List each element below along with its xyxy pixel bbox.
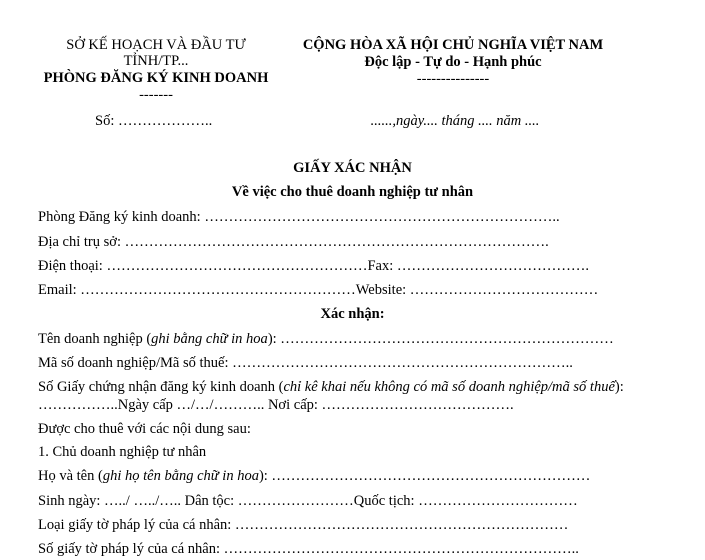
owner-fullname-dots: ): ………………………………………………………… [258,468,591,484]
owner-fullname-field [38,468,590,485]
lease-intro: Được cho thuê với các nội dung sau: [38,421,251,437]
office-address-field: Địa chỉ trụ sở: ……………………………………………………………………………. [38,234,549,250]
header-left-divider: ------- [139,87,173,103]
owner-birth-field: Sinh ngày: …../ …../….. Dân tộc: ……………………Quốc tịch: …………………………… [38,493,578,509]
header-motto: Độc lập - Tự do - Hạnh phúc [364,54,542,70]
document-title: GIẤY XÁC NHẬN [293,160,412,176]
owner-id-type-field: Loại giấy tờ pháp lý của cá nhân: …………………………………………………………… [38,517,569,533]
cert-number-field [38,379,624,396]
document-number: Số: ……………….. [95,113,213,129]
cert-number-hint: chỉ kê khai nếu không có mã số doanh nghiệp/mã số thuế [283,379,615,395]
enterprise-name-field [38,331,614,348]
enterprise-name-dots: ): …………………………………………………………… [267,331,614,347]
office-name-field: Phòng Đăng ký kinh doanh: ……………………………………………………………….. [38,209,560,225]
office-email-website-field: Email: …………………………………………………Website: ………………………………… [38,282,599,298]
owner-fullname-hint: ghi họ tên bằng chữ in hoa [102,468,259,484]
owner-id-number-field: Số giấy tờ pháp lý của cá nhân: ……………………………………………………………….. [38,541,579,557]
document-date: ......,ngày.... tháng .... năm .... [370,113,540,129]
header-department: SỞ KẾ HOẠCH VÀ ĐẦU TƯ [66,37,246,53]
cert-number-label: Số Giấy chứng nhận đăng ký kinh doanh ( [38,379,284,395]
header-province: TỈNH/TP... [123,53,189,69]
cert-issue-field: ……………..Ngày cấp …/…/……….. Nơi cấp: …………………………………. [38,397,514,413]
office-phone-fax-field: Điện thoại: ………………………………………………Fax: …………………………………. [38,258,589,274]
confirm-heading: Xác nhận: [320,306,385,322]
header-right-divider: --------------- [416,71,490,87]
owner-section-title: 1. Chủ doanh nghiệp tư nhân [38,444,207,460]
header-office: PHÒNG ĐĂNG KÝ KINH DOANH [43,70,269,86]
tax-code-field: Mã số doanh nghiệp/Mã số thuế: …………………………………………………………….. [38,355,573,371]
cert-number-end: ): [614,379,624,395]
owner-fullname-label: Họ và tên ( [38,468,103,484]
enterprise-name-label: Tên doanh nghiệp ( [38,331,152,347]
enterprise-name-hint: ghi bằng chữ in hoa [151,331,268,347]
document-subtitle: Về việc cho thuê doanh nghiệp tư nhân [231,184,474,200]
header-republic: CỘNG HÒA XÃ HỘI CHỦ NGHĨA VIỆT NAM [302,37,604,53]
